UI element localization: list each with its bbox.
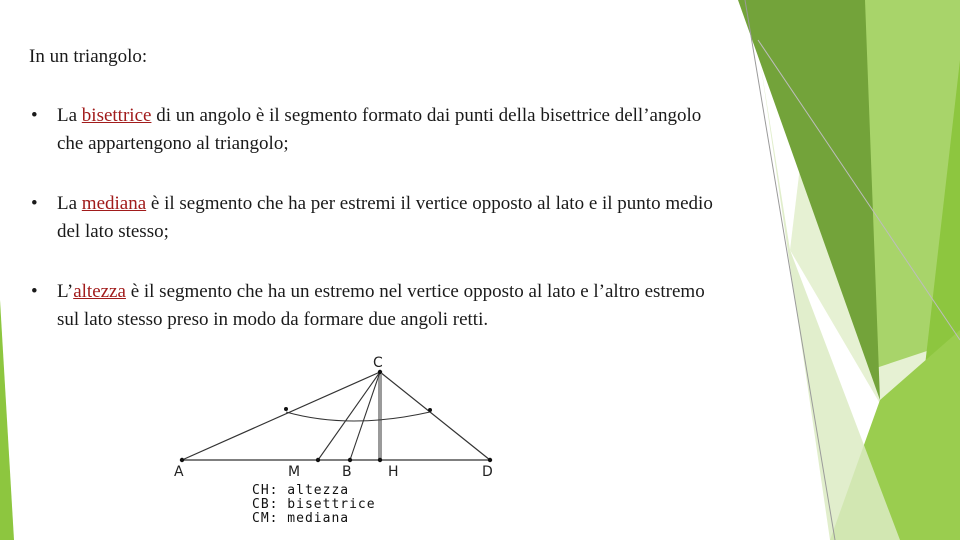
legend-mediana: CM: mediana [252, 511, 350, 526]
point-b [348, 458, 352, 462]
bullet-icon: • [31, 193, 38, 214]
segment-bisettrice-cb [350, 372, 380, 460]
point-a [180, 458, 184, 462]
bullet-prefix: La [57, 193, 82, 214]
intro-text: In un triangolo: [29, 46, 148, 67]
point-arc-right [428, 408, 432, 412]
list-item-altezza [29, 278, 729, 334]
deco-left-sliver [0, 300, 14, 540]
legend-altezza: CH: altezza [252, 483, 350, 498]
bullet-icon: • [31, 105, 38, 126]
legend-bisettrice: CB: bisettrice [252, 497, 376, 512]
side-cd [380, 372, 490, 460]
triangle-figure [160, 352, 520, 530]
term-mediana: mediana [81, 193, 147, 214]
side-ac [182, 372, 380, 460]
list-item-mediana [29, 190, 729, 246]
bullet-prefix: L’ [57, 281, 74, 302]
point-h [378, 458, 382, 462]
label-h: H [388, 464, 399, 480]
bullet-text: è il segmento che ha per estremi il vertice opposto al lato e il punto medio del lato stesso; [57, 193, 713, 242]
label-m: M [288, 464, 301, 480]
bullet-text: è il segmento che ha un estremo nel vertice opposto al lato e l’altro estremo sul lato stesso preso in modo da formare due angoli retti. [57, 281, 705, 330]
term-bisettrice: bisettrice [81, 105, 152, 126]
list-item-bisettrice [29, 102, 729, 158]
angle-arc [286, 412, 430, 421]
label-b: B [342, 464, 352, 480]
point-arc-left [284, 407, 288, 411]
label-a: A [174, 464, 184, 480]
label-c: C [373, 355, 383, 371]
label-d: D [482, 464, 493, 480]
definitions-list [29, 102, 729, 366]
point-d [488, 458, 492, 462]
bullet-text: di un angolo è il segmento formato dai punti della bisettrice dell’angolo che appartengono al triangolo; [57, 105, 702, 154]
point-m [316, 458, 320, 462]
bullet-prefix: La [57, 105, 82, 126]
term-altezza: altezza [73, 281, 126, 302]
bullet-icon: • [31, 281, 38, 302]
